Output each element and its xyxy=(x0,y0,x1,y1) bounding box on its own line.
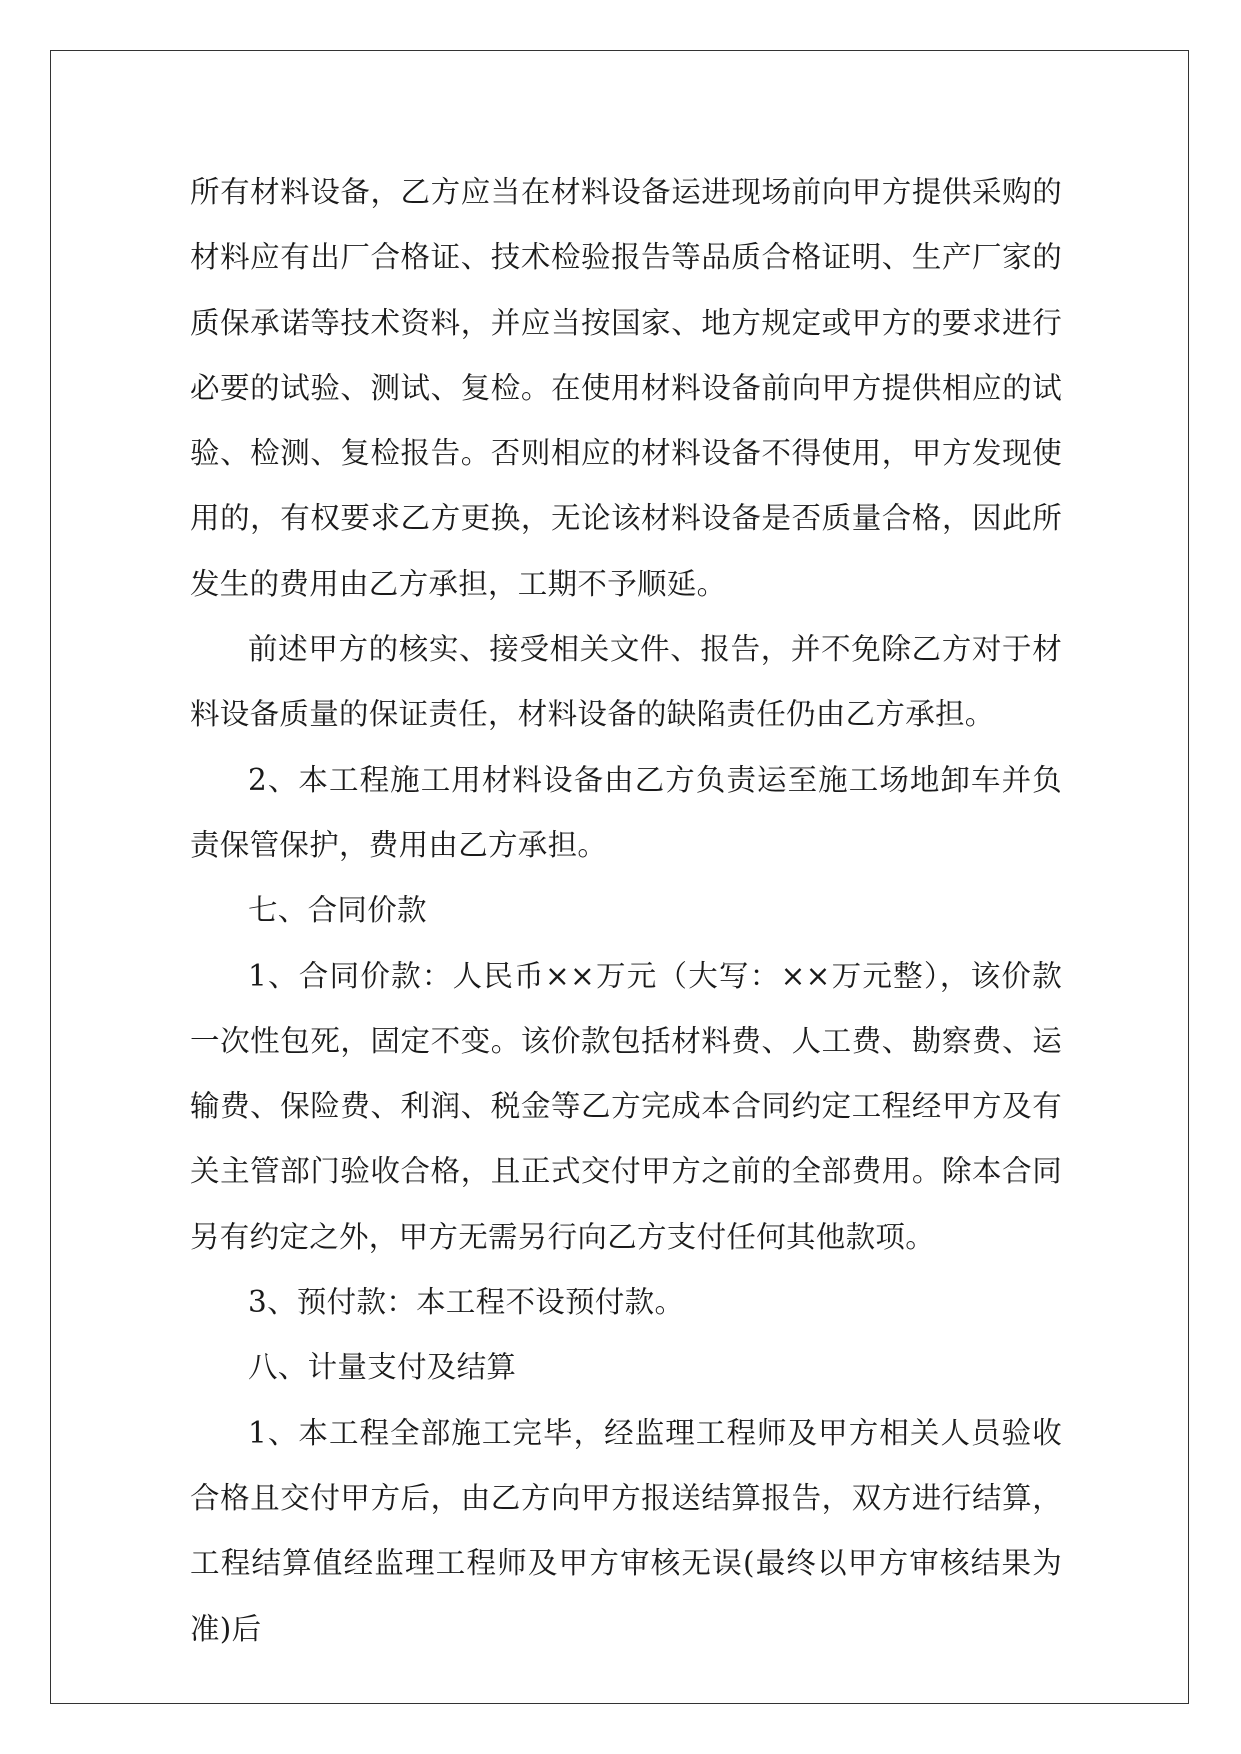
paragraph-transport-storage: 2、本工程施工用材料设备由乙方负责运至施工场地卸车并负责保管保护，费用由乙方承担。 xyxy=(190,762,1062,862)
document-body xyxy=(190,160,1062,1662)
paragraph-advance-payment: 3、预付款：本工程不设预付款。 xyxy=(248,1285,685,1320)
paragraph-quality-responsibility: 前述甲方的核实、接受相关文件、报告，并不免除乙方对于材料设备质量的保证责任，材料设备的缺陷责任仍由乙方承担。 xyxy=(190,632,1062,732)
paragraph-materials-inspection: 所有材料设备，乙方应当在材料设备运进现场前向甲方提供采购的材料应有出厂合格证、技术检验报告等品质合格证明、生产厂家的质保承诺等技术资料，并应当按国家、地方规定或甲方的要求进行必要的试验、测试、复检。在使用材料设备前向甲方提供相应的试验、检测、复检报告。否则相应的材料设备不得使用，甲方发现使用的，有权要求乙方更换，无论该材料设备是否质量合格，因此所发生的费用由乙方承担，工期不予顺延。 xyxy=(190,175,1062,601)
paragraph-contract-price: 1、合同价款：人民币××万元（大写：××万元整），该价款一次性包死，固定不变。该价款包括材料费、人工费、勘察费、运输费、保险费、利润、税金等乙方完成本合同约定工程经甲方及有关主管部门验收合格，且正式交付甲方之前的全部费用。除本合同另有约定之外，甲方无需另行向乙方支付任何其他款项。 xyxy=(190,958,1062,1254)
section-heading-measurement-settlement: 八、计量支付及结算 xyxy=(248,1350,517,1385)
section-heading-contract-price: 七、合同价款 xyxy=(248,893,427,928)
paragraph-settlement: 1、本工程全部施工完毕，经监理工程师及甲方相关人员验收合格且交付甲方后，由乙方向甲方报送结算报告，双方进行结算，工程结算值经监理工程师及甲方审核无误(最终以甲方审核结果为准)后 xyxy=(190,1415,1062,1646)
